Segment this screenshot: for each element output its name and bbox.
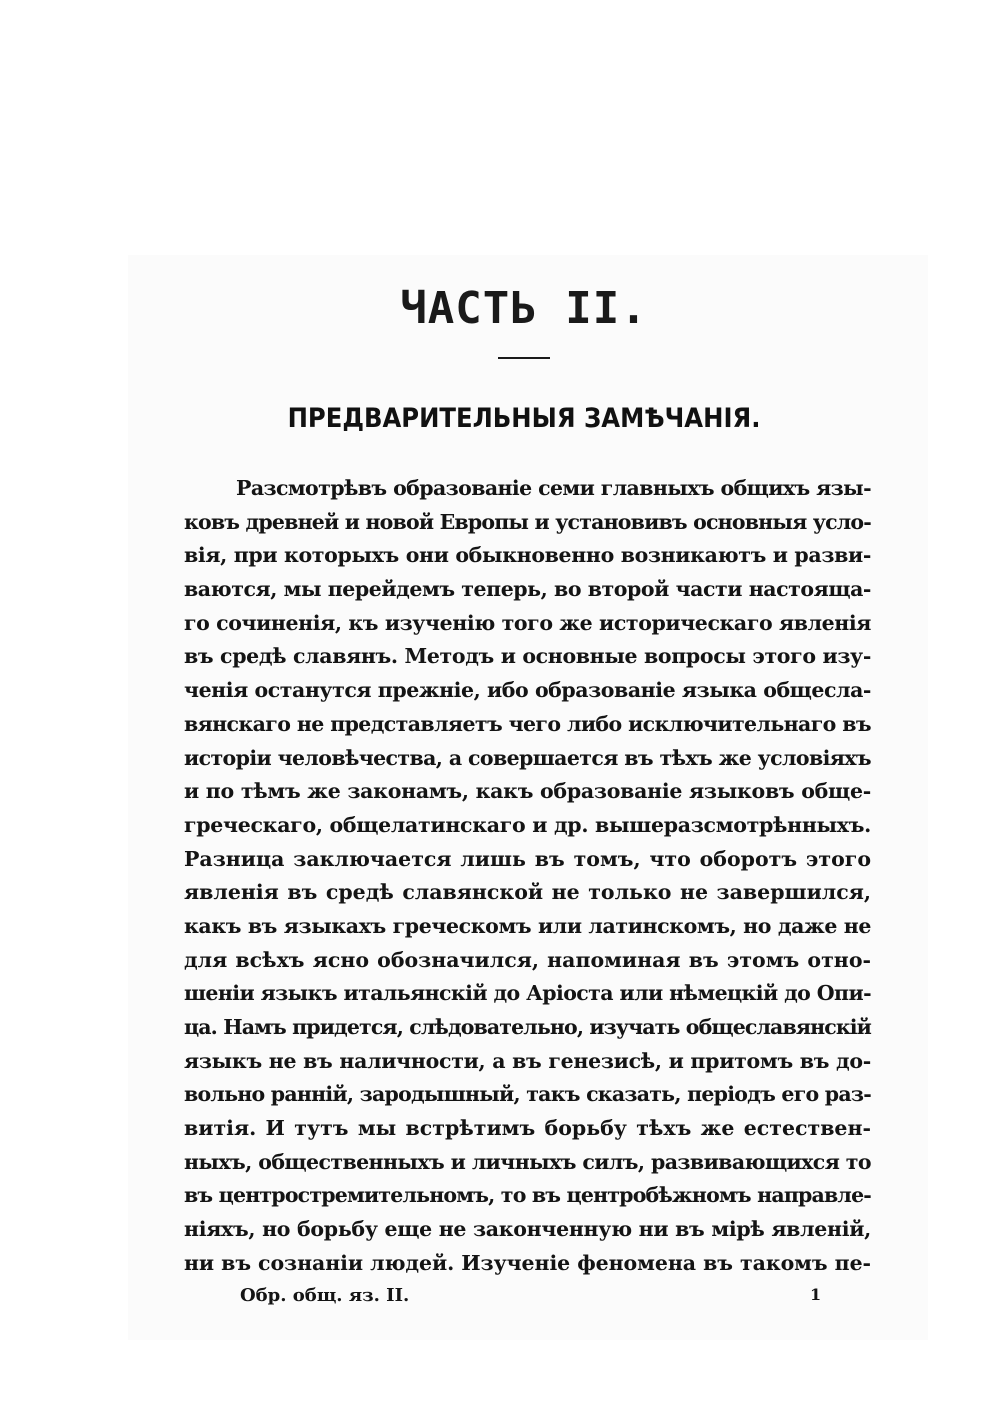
text-line: какъ въ языкахъ греческомъ или латинскомъ, но даже не (184, 913, 871, 938)
signature-mark: Обр. общ. яз. II. (240, 1285, 410, 1306)
text-line: и по тѣмъ же законамъ, какъ образованіе языковъ обще- (184, 779, 871, 804)
section-title: ПРЕДВАРИТЕЛЬНЫЯ ЗАМѢЧАНІЯ. (287, 403, 761, 434)
part-title: ЧАСТЬ II. (400, 283, 648, 334)
text-line: ваются, мы перейдемъ теперь, во второй части настояща- (184, 577, 871, 602)
text-line: Разница заключается лишь въ томъ, что оборотъ этого (184, 846, 871, 871)
text-line: Разсмотрѣвъ образованіе семи главныхъ общихъ язы- (236, 476, 871, 500)
text-line: языкъ не въ наличности, а въ генезисѣ, и притомъ въ до- (184, 1048, 871, 1073)
text-line: шеніи языкъ итальянскій до Аріоста или нѣмецкій до Опи- (184, 981, 871, 1006)
text-line: для всѣхъ ясно обозначился, напоминая въ этомъ отно- (184, 947, 871, 972)
text-line: вія, при которыхъ они обыкновенно возникаютъ и разви- (184, 543, 871, 568)
title-divider (498, 357, 550, 359)
text-line: ныхъ, общественныхъ и личныхъ силъ, развивающихся то (184, 1149, 871, 1174)
text-line: ченія останутся прежніе, ибо образованіе языка общесла- (184, 678, 871, 703)
text-line: греческаго, общелатинскаго и др. вышеразсмотрѣнныхъ. (184, 812, 871, 837)
signature-number: 1 (810, 1285, 822, 1304)
text-line: явленія въ средѣ славянской не только не завершился, (184, 880, 871, 905)
text-line: вольно ранній, зародышный, такъ сказать, періодъ его раз- (184, 1082, 871, 1107)
text-line: въ центростремительномъ, то въ центробѣжномъ направле- (184, 1183, 871, 1208)
text-line: ковъ древней и новой Европы и установивъ основныя усло- (184, 509, 871, 534)
text-line: въ средѣ славянъ. Методъ и основные вопросы этого изу- (184, 644, 871, 669)
text-line: го сочиненія, къ изученію того же историческаго явленія (184, 610, 871, 635)
text-line: исторіи человѣчества, а совершается въ тѣхъ же условіяхъ (184, 745, 871, 770)
text-line: витія. И тутъ мы встрѣтимъ борьбу тѣхъ же естествен- (184, 1116, 871, 1141)
body-text (184, 472, 871, 1281)
text-line: ни въ сознаніи людей. Изученіе феномена въ такомъ пе- (184, 1250, 871, 1275)
text-line: вянскаго не представляетъ чего либо исключительнаго въ (184, 711, 871, 736)
text-line: ца. Намъ придется, слѣдовательно, изучать общеславянскій (184, 1015, 871, 1039)
text-line: ніяхъ, но борьбу еще не законченную ни въ мірѣ явленій, (184, 1217, 871, 1242)
